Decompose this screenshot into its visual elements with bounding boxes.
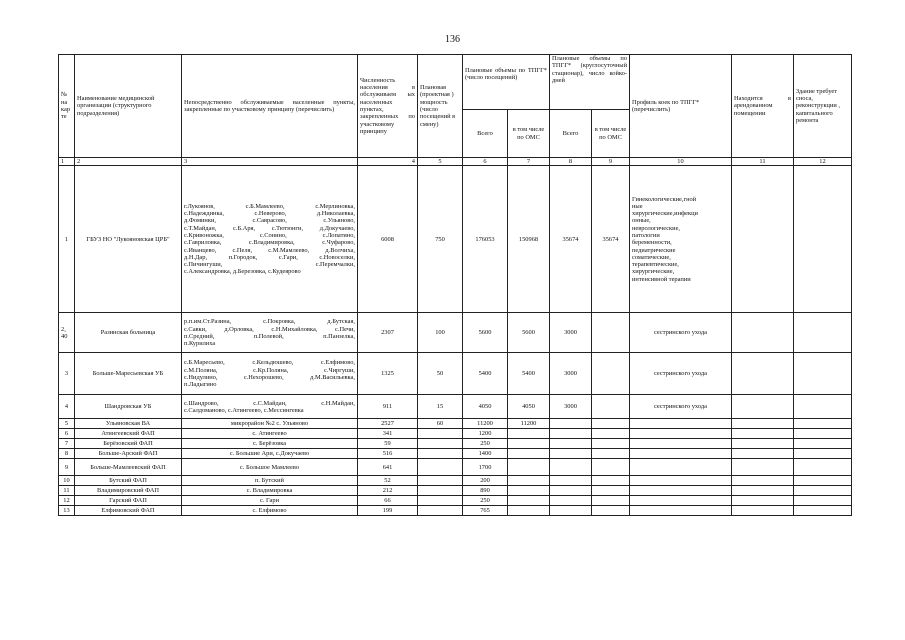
row-org: Атингеевский ФАП — [75, 429, 182, 439]
row-points: с. Гари — [182, 496, 358, 506]
row-profile: сестринского ухода — [630, 353, 732, 395]
row-capacity: 15 — [418, 395, 463, 419]
row-visits-total: 1700 — [463, 459, 508, 476]
row-visits-total: 765 — [463, 506, 508, 516]
profile-line: терапевтические, — [632, 261, 679, 269]
profile-line: хирургические, — [632, 268, 675, 276]
profile-line: беременности, — [632, 239, 672, 247]
row-visits-oms — [508, 496, 550, 506]
points-line: с.Кривоножка, с.Сонино, с.Лопатино, — [184, 232, 355, 239]
table-row — [59, 419, 852, 429]
row-rented — [732, 166, 794, 313]
empty-cell — [592, 429, 630, 439]
row-profile: сестринского ухода — [630, 313, 732, 353]
empty-cell — [592, 496, 630, 506]
empty-cell — [550, 476, 592, 486]
empty-cell — [732, 459, 794, 476]
header-visits-total: Всего — [463, 110, 508, 158]
empty-cell — [630, 439, 732, 449]
row-points: с. Берёзовка — [182, 439, 358, 449]
header-building: Здание требует сноса, реконструкции , капитального ремонта — [794, 55, 852, 158]
points-line: с.М.Поляна, с.Кр.Поляна, с.Чиргуши, — [184, 366, 355, 374]
row-org: Больше-Мамлеевский ФАП — [75, 459, 182, 476]
row-building — [794, 166, 852, 313]
row-org: Гарский ФАП — [75, 496, 182, 506]
row-stat-total: 35674 — [550, 166, 592, 313]
row-capacity — [418, 486, 463, 496]
table-row — [59, 313, 852, 353]
empty-cell — [550, 419, 592, 429]
row-population: 199 — [358, 506, 418, 516]
empty-cell — [630, 506, 732, 516]
row-visits-total: 200 — [463, 476, 508, 486]
row-rented — [732, 313, 794, 353]
col-number: 1 — [59, 158, 75, 166]
row-population: 341 — [358, 429, 418, 439]
empty-cell — [630, 496, 732, 506]
row-visits-oms: 150968 — [508, 166, 550, 313]
row-building — [794, 313, 852, 353]
points-line: с.Шандрово, с.С.Майдан, с.Н.Майдан, — [184, 399, 355, 407]
empty-cell — [592, 459, 630, 476]
header-row — [59, 55, 852, 110]
header-org: Наименование медицинской организации (структурного подразделения) — [75, 55, 182, 158]
header-population: Численность населения в обслуживаем ых населенных пунктах, закрепленных по участковому принципу — [358, 55, 418, 158]
points-line: п.Ладыгино — [184, 381, 217, 389]
row-points — [182, 395, 358, 419]
empty-cell — [732, 449, 794, 459]
row-stat-oms — [592, 353, 630, 395]
row-visits-oms — [508, 459, 550, 476]
row-visits-oms — [508, 476, 550, 486]
row-building — [794, 395, 852, 419]
row-num: 5 — [59, 419, 75, 429]
profile-line: патологии — [632, 232, 660, 239]
empty-cell — [794, 419, 852, 429]
row-stat-total: 3000 — [550, 353, 592, 395]
table-row — [59, 395, 852, 419]
row-stat-oms — [592, 313, 630, 353]
row-visits-total: 11200 — [463, 419, 508, 429]
row-num: 12 — [59, 496, 75, 506]
empty-cell — [550, 459, 592, 476]
empty-cell — [630, 419, 732, 429]
table-row — [59, 449, 852, 459]
row-num: 10 — [59, 476, 75, 486]
row-num: 9 — [59, 459, 75, 476]
header-stat-oms: в том числе по ОМС — [592, 110, 630, 158]
column-number-row — [59, 158, 852, 166]
row-num: 6 — [59, 429, 75, 439]
row-population: 52 — [358, 476, 418, 486]
empty-cell — [550, 429, 592, 439]
profile-line: хирургические,инфекци — [632, 210, 698, 218]
points-line: с.Салдоманово, с.Атингеево, с.Мессингевка — [184, 406, 304, 414]
row-visits-total: 1400 — [463, 449, 508, 459]
empty-cell — [630, 459, 732, 476]
empty-cell — [794, 449, 852, 459]
row-visits-total: 1200 — [463, 429, 508, 439]
row-capacity: 100 — [418, 313, 463, 353]
empty-cell — [592, 476, 630, 486]
row-stat-total: 3000 — [550, 313, 592, 353]
points-line: с.Гавриловка, с.Владимировка, с.Чуфарово, — [184, 239, 355, 247]
row-stat-oms — [592, 395, 630, 419]
col-number: 9 — [592, 158, 630, 166]
row-population: 212 — [358, 486, 418, 496]
table-row — [59, 353, 852, 395]
header-rented: Находится в арендованном помещении — [732, 55, 794, 158]
row-visits-oms — [508, 486, 550, 496]
row-points: п. Бутский — [182, 476, 358, 486]
points-line: с.Савки, д.Орловка, с.Н.Михайловка, с.Печи, — [184, 325, 355, 333]
row-population: 59 — [358, 439, 418, 449]
empty-cell — [794, 496, 852, 506]
points-line: с.Т.Майдан, с.Б.Аря, с.Тютюнги, д.Докучаево, — [184, 224, 355, 232]
row-population: 2527 — [358, 419, 418, 429]
row-visits-oms: 5600 — [508, 313, 550, 353]
points-line: с.Надеждинка, с.Неверово, д.Николаевка, — [184, 210, 355, 218]
empty-cell — [592, 486, 630, 496]
row-points: с. Атингеево — [182, 429, 358, 439]
header-num: № на кар те — [59, 55, 75, 158]
col-number: 6 — [463, 158, 508, 166]
col-number: 12 — [794, 158, 852, 166]
empty-cell — [630, 476, 732, 486]
empty-cell — [794, 486, 852, 496]
row-population: 911 — [358, 395, 418, 419]
row-org: Разинская больница — [75, 313, 182, 353]
table-row — [59, 476, 852, 486]
row-visits-total: 5600 — [463, 313, 508, 353]
col-number: 11 — [732, 158, 794, 166]
empty-cell — [550, 486, 592, 496]
row-capacity — [418, 439, 463, 449]
row-num: 2, 40 — [59, 313, 75, 353]
points-line: д.Фоминки, с.Саврасово, с.Ульяново, — [184, 217, 355, 225]
row-visits-oms: 5400 — [508, 353, 550, 395]
row-num: 3 — [59, 353, 75, 395]
points-line: с.Пичингуши, с.Перемчалки, — [184, 261, 355, 269]
row-capacity: 60 — [418, 419, 463, 429]
points-line: д.Н.Дар, п.Городок, с.Гари, с.Новоселки, — [184, 253, 355, 261]
header-points: Непосредственно обслуживаемые населенные пункты, закрепленные по участковому принципу (перечислить) — [182, 55, 358, 158]
row-profile: сестринского ухода — [630, 395, 732, 419]
row-profile — [630, 166, 732, 313]
row-stat-total: 3000 — [550, 395, 592, 419]
row-capacity: 750 — [418, 166, 463, 313]
row-rented — [732, 395, 794, 419]
row-visits-total: 4050 — [463, 395, 508, 419]
profile-line: интенсивной терапии — [632, 275, 691, 283]
row-visits-total: 5400 — [463, 353, 508, 395]
row-building — [794, 353, 852, 395]
points-line: р.п.им.Ст.Разина, с.Покровка, д.Бутская, — [184, 318, 355, 326]
points-line: с.Иванцево, с.Пеля, с.М.Мамлеево, д.Волчиха, — [184, 246, 355, 254]
row-visits-oms — [508, 439, 550, 449]
points-line: с.Б.Маресьево, с.Кельдюшево, с.Елфимово, — [184, 359, 355, 367]
profile-line: неврологические, — [632, 224, 681, 232]
points-line: с.Нидулино, с.Нехорошево, д.М.Васильевка, — [184, 373, 355, 381]
empty-cell — [732, 419, 794, 429]
col-number: 8 — [550, 158, 592, 166]
table-row — [59, 429, 852, 439]
empty-cell — [732, 486, 794, 496]
row-population: 516 — [358, 449, 418, 459]
row-visits-oms — [508, 449, 550, 459]
row-visits-oms: 11200 — [508, 419, 550, 429]
empty-cell — [630, 429, 732, 439]
row-population: 1325 — [358, 353, 418, 395]
row-capacity — [418, 476, 463, 486]
row-points: с. Большое Мамлеево — [182, 459, 358, 476]
profile-line: онные, — [632, 217, 651, 225]
row-org: Бутский ФАП — [75, 476, 182, 486]
row-org: Больше-Маресьевская УБ — [75, 353, 182, 395]
row-population: 2307 — [358, 313, 418, 353]
header-visits-oms: в том числе по ОМС — [508, 110, 550, 158]
empty-cell — [592, 439, 630, 449]
col-number: 5 — [418, 158, 463, 166]
points-line: п.Курилиха — [184, 340, 216, 348]
row-num: 4 — [59, 395, 75, 419]
empty-cell — [732, 476, 794, 486]
row-org: ГБУЗ НО "Лукояновская ЦРБ" — [75, 166, 182, 313]
empty-cell — [732, 506, 794, 516]
header-stat-total: Всего — [550, 110, 592, 158]
row-capacity — [418, 429, 463, 439]
col-number: 4 — [358, 158, 418, 166]
table-row — [59, 506, 852, 516]
row-visits-oms: 4050 — [508, 395, 550, 419]
header-tpgg-stat: Плановые объемы по ТПГГ* (круглосуточный стационар), число койко-дней — [550, 55, 630, 110]
row-capacity — [418, 506, 463, 516]
row-org: Владимировский ФАП — [75, 486, 182, 496]
table-row — [59, 486, 852, 496]
page-number: 136 — [445, 34, 460, 45]
empty-cell — [794, 459, 852, 476]
empty-cell — [732, 429, 794, 439]
points-line: п.Средний, п.Полевой, п.Панзелка, — [184, 332, 355, 340]
empty-cell — [794, 476, 852, 486]
row-capacity — [418, 449, 463, 459]
row-population: 641 — [358, 459, 418, 476]
row-rented — [732, 353, 794, 395]
row-points: с. Владимировка — [182, 486, 358, 496]
empty-cell — [794, 506, 852, 516]
row-points: с. Елфимово — [182, 506, 358, 516]
row-org: Берёзовский ФАП — [75, 439, 182, 449]
row-points — [182, 166, 358, 313]
empty-cell — [550, 506, 592, 516]
header-profile: Профиль коек по ТПГГ* (перечислить) — [630, 55, 732, 158]
profile-line: ные — [632, 202, 643, 210]
empty-cell — [794, 439, 852, 449]
empty-cell — [630, 449, 732, 459]
empty-cell — [732, 439, 794, 449]
row-visits-oms — [508, 429, 550, 439]
col-number: 2 — [75, 158, 182, 166]
col-number: 7 — [508, 158, 550, 166]
row-num: 11 — [59, 486, 75, 496]
row-points — [182, 313, 358, 353]
row-num: 8 — [59, 449, 75, 459]
row-stat-oms: 35674 — [592, 166, 630, 313]
points-line: г.Лукоянов, с.Б.Мамлеево, с.Мерлиновка, — [184, 202, 355, 210]
row-capacity: 50 — [418, 353, 463, 395]
row-visits-total: 176053 — [463, 166, 508, 313]
header-capacity: Плановая (проектная ) мощность (число посещений в смену) — [418, 55, 463, 158]
col-number: 10 — [630, 158, 732, 166]
table-row — [59, 166, 852, 313]
row-population: 6008 — [358, 166, 418, 313]
empty-cell — [592, 506, 630, 516]
row-population: 66 — [358, 496, 418, 506]
row-visits-oms — [508, 506, 550, 516]
empty-cell — [592, 419, 630, 429]
row-num: 1 — [59, 166, 75, 313]
empty-cell — [732, 496, 794, 506]
profile-line: соматические, — [632, 253, 671, 261]
empty-cell — [550, 439, 592, 449]
profile-line: Гинекологические,гной — [632, 195, 697, 203]
row-visits-total: 890 — [463, 486, 508, 496]
row-org: Шандровская УБ — [75, 395, 182, 419]
row-points: с. Большие Ари, с.Докучаево — [182, 449, 358, 459]
empty-cell — [794, 429, 852, 439]
empty-cell — [592, 449, 630, 459]
empty-cell — [550, 449, 592, 459]
row-visits-total: 250 — [463, 496, 508, 506]
row-capacity — [418, 496, 463, 506]
row-visits-total: 250 — [463, 439, 508, 449]
row-capacity — [418, 459, 463, 476]
profile-line: педиатрические — [632, 246, 676, 254]
table-row — [59, 459, 852, 476]
row-num: 7 — [59, 439, 75, 449]
table-row — [59, 496, 852, 506]
row-org: Больше-Арский ФАП — [75, 449, 182, 459]
row-points: микрорайон №2 с. Ульяново — [182, 419, 358, 429]
row-org: Ульяновская ВА — [75, 419, 182, 429]
row-org: Елфимовский ФАП — [75, 506, 182, 516]
row-points — [182, 353, 358, 395]
empty-cell — [630, 486, 732, 496]
empty-cell — [550, 496, 592, 506]
table-row — [59, 439, 852, 449]
row-num: 13 — [59, 506, 75, 516]
points-line: с.Александровка, д.Березовка, с.Кудеярово — [184, 268, 301, 276]
facilities-table — [58, 54, 852, 516]
header-tpgg-visits: Плановые объемы по ТПГГ* (число посещений) — [463, 55, 550, 110]
col-number: 3 — [182, 158, 358, 166]
